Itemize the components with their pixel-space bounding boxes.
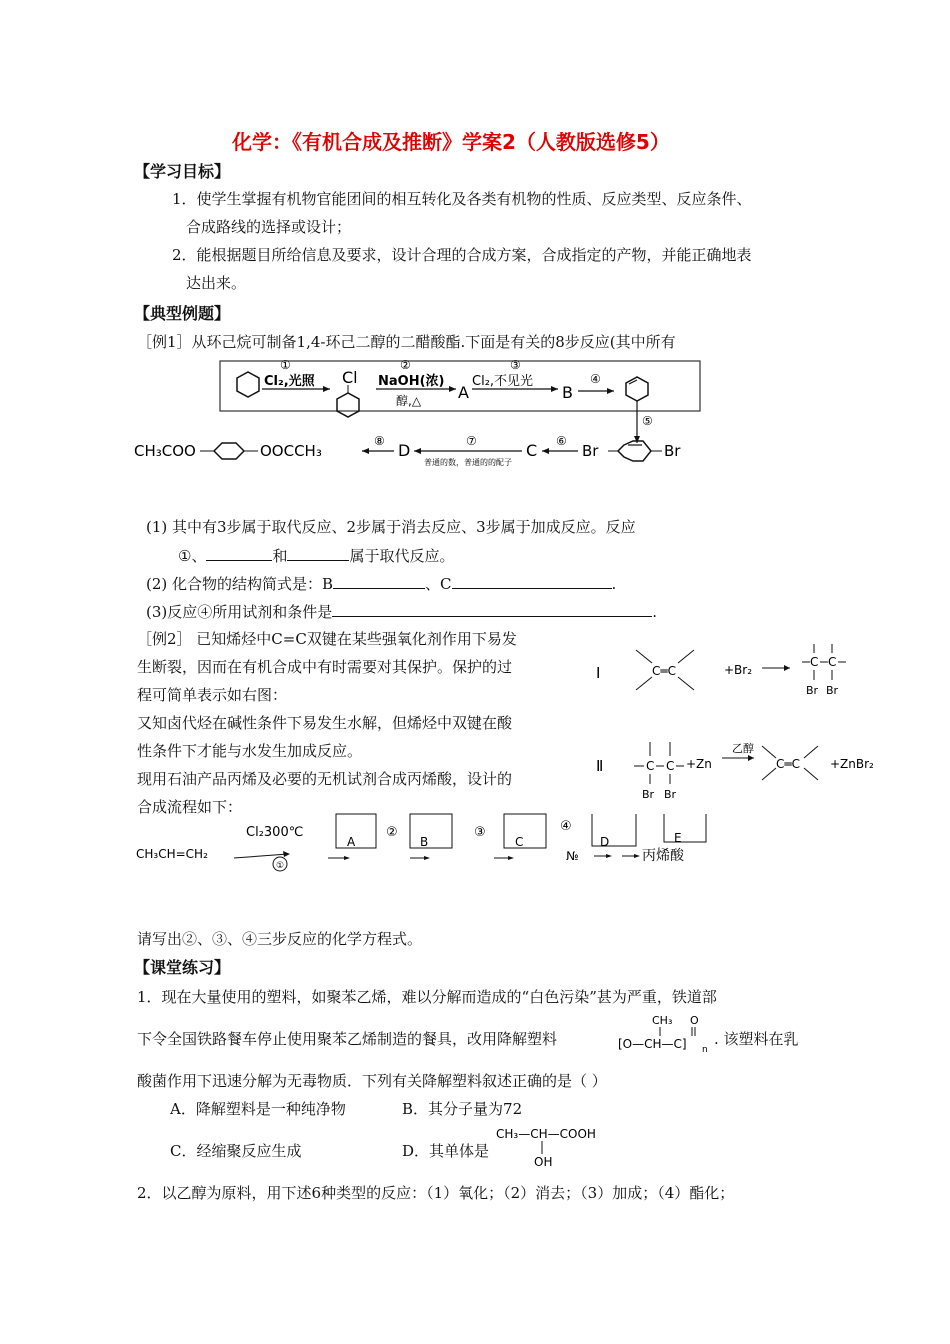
r2-br1: Br [642, 788, 655, 801]
practice-q1-line2a: 下令全国铁路餐车停止使用聚苯乙烯制造的餐具，改用降解塑料 [137, 1030, 558, 1048]
label-br-right: Br [664, 442, 681, 460]
alkene-cc-1: C═C [652, 664, 676, 678]
cyclohexane-ring [237, 372, 259, 397]
objective-line-1: 1．使学生掌握有机物官能团间的相互转化及各类有机物的性质、反应类型、反应条件、 [172, 190, 752, 208]
product-left: CH₃COO [134, 442, 196, 460]
objective-line-4: 达出来。 [186, 274, 247, 292]
poly-lactic-acid-structure [616, 1012, 712, 1056]
dibromide-c1: C [810, 655, 819, 669]
step8-label: ⑧ [374, 434, 385, 448]
label-b: B [562, 383, 573, 402]
example1-intro: ［例1］从环己烷可制备1,4-环己二醇的二醋酸酯.下面是有关的8步反应(其中所有 [137, 333, 676, 351]
product-ring [214, 443, 244, 459]
label-n3: ③ [474, 825, 486, 840]
q1b-text1: ①、 [178, 547, 207, 565]
q1b-text3: 属于取代反应。 [349, 547, 455, 565]
step2-label: ② [400, 358, 411, 372]
roman-1: Ⅰ [596, 664, 601, 682]
ex2-line-3: 程可简单表示如右图： [137, 686, 288, 704]
ex1-question1a: (1) 其中有3步属于取代反应、2步属于消去反应、3步属于加成反应。反应 [146, 518, 636, 536]
objective-line-3: 2．能根据题目所给信息及要求，设计合理的合成方案，合成指定的产物，并能正确地表 [172, 246, 752, 264]
step2-condition-top: NaOH(浓) [378, 374, 445, 389]
step4-label: ④ [590, 372, 601, 386]
label-br-left: Br [582, 442, 599, 460]
step3-label: ③ [510, 358, 521, 372]
poly-ch3: CH₃ [652, 1014, 673, 1027]
dibromo-ring [618, 441, 651, 461]
page-title: 化学：《有机合成及推断》学案2（人教版选修5） [232, 130, 670, 154]
box-d [592, 814, 636, 846]
numero-mark: № [566, 849, 579, 863]
label-cl: Cl [342, 368, 358, 387]
box-c-label: C [515, 835, 524, 849]
box-e [664, 814, 706, 842]
label-n2: ② [386, 825, 398, 840]
plus-zn: +Zn [686, 757, 712, 771]
blank-b[interactable] [333, 572, 425, 589]
r2-c1: C [646, 759, 655, 773]
ex1-question1b [178, 544, 454, 566]
q2-text: (2) 化合物的结构简式是：B [146, 575, 334, 593]
blank-1[interactable] [206, 544, 272, 561]
box-b [410, 814, 452, 848]
label-c: C [526, 441, 538, 460]
box-a-label: A [347, 835, 356, 849]
start-propene: CH₃CH=CH₂ [136, 847, 208, 861]
step1-label: ① [280, 358, 291, 372]
step2-condition-bottom: 醇,△ [396, 394, 422, 408]
label-d: D [398, 441, 411, 460]
option-b[interactable]: B．其分子量为72 [402, 1100, 523, 1118]
ex2-line-6: 现用石油产品丙烯及必要的无机试剂合成丙烯酸，设计的 [137, 770, 513, 788]
q1b-text2: 和 [272, 547, 288, 565]
section-examples: 【典型例题】 [134, 304, 231, 323]
q3-text: (3)反应④所用试剂和条件是 [146, 603, 333, 621]
ex2-question: 请写出②、③、④三步反应的化学方程式。 [137, 930, 423, 948]
box-b-label: B [420, 835, 429, 849]
step3-condition: Cl₂,不见光 [472, 374, 534, 389]
r2-br2: Br [664, 788, 677, 801]
practice-q1-line1: 1．现在大量使用的塑料，如聚苯乙烯，难以分解而造成的“白色污染”甚为严重，铁道部 [137, 988, 717, 1006]
box-c [504, 814, 546, 848]
option-a[interactable]: A．降解塑料是一种纯净物 [170, 1100, 346, 1118]
practice-q1-line2b: . 该塑料在乳 [714, 1030, 799, 1048]
blank-c[interactable] [452, 572, 612, 589]
protection-scheme [590, 630, 890, 810]
q2-end: . [611, 575, 617, 593]
label-n4: ④ [560, 819, 572, 834]
label-a: A [458, 383, 469, 402]
ethanol-label: 乙醇 [732, 742, 754, 755]
poly-body: [O—CH—C] [618, 1037, 687, 1051]
plus-br2: +Br₂ [724, 663, 753, 677]
ex1-question3 [146, 600, 657, 622]
r2-c2: C [666, 759, 675, 773]
cond-cl2-300: Cl₂300℃ [246, 825, 304, 840]
poly-n: n [702, 1045, 708, 1055]
step6-label: ⑥ [556, 434, 567, 448]
monomer-oh: OH [534, 1155, 553, 1169]
ex1-question2 [146, 572, 616, 594]
box-d-label: D [600, 835, 610, 849]
ex2-line-1: ［例2］ 已知烯烃中C=C双键在某些强氧化剂作用下易发 [137, 630, 517, 648]
step7-condition: 普通的数，普通的的配子 [424, 458, 512, 467]
synthesis-flow [130, 812, 730, 874]
step1-condition: Cl₂,光照 [264, 374, 315, 389]
example1-reaction-scheme [130, 355, 710, 475]
plus-znbr2: +ZnBr₂ [830, 757, 874, 771]
objective-line-2: 合成路线的选择或设计； [186, 218, 352, 236]
ex2-line-2: 生断裂，因而在有机合成中有时需要对其保护。保护的过 [137, 658, 513, 676]
ex2-line-7: 合成流程如下： [137, 798, 243, 816]
label-n1: ① [276, 861, 285, 871]
option-d[interactable]: D．其单体是 [402, 1142, 490, 1160]
section-practice: 【课堂练习】 [134, 958, 231, 977]
chlorocyclohexane-ring [337, 393, 359, 417]
product-acrylic-acid: 丙烯酸 [642, 848, 684, 864]
monomer-structure [494, 1124, 614, 1170]
product-right: OOCCH₃ [260, 442, 322, 460]
practice-q2: 2．以乙醇为原料，用下述6种类型的反应：（1）氧化；（2）消去；（3）加成；（4）酯化； [137, 1184, 735, 1202]
ex2-line-5: 性条件下才能与水发生加成反应。 [137, 742, 363, 760]
dibromide-br1: Br [806, 684, 819, 697]
section-objectives: 【学习目标】 [134, 162, 231, 181]
poly-o: O [690, 1014, 699, 1027]
box-e-label: E [674, 831, 682, 845]
dibromide-c2: C [828, 655, 837, 669]
q3-end: . [652, 603, 658, 621]
monomer-formula: CH₃—CH—COOH [496, 1127, 596, 1141]
blank-reagent[interactable] [332, 600, 652, 617]
box-a [336, 814, 376, 848]
ex2-line-4: 又知卤代烃在碱性条件下易发生水解，但烯烃中双键在酸 [137, 714, 513, 732]
step7-label: ⑦ [466, 434, 477, 448]
alkene-cc-2: C═C [776, 757, 800, 771]
practice-q1-line3: 酸菌作用下迅速分解为无毒物质．下列有关降解塑料叙述正确的是（ ） [137, 1072, 607, 1090]
roman-2: Ⅱ [596, 757, 604, 775]
step5-label: ⑤ [642, 414, 653, 428]
q2-mid: 、C [425, 575, 452, 593]
blank-2[interactable] [287, 544, 349, 561]
option-c[interactable]: C．经缩聚反应生成 [170, 1142, 302, 1160]
dibromide-br2: Br [826, 684, 839, 697]
